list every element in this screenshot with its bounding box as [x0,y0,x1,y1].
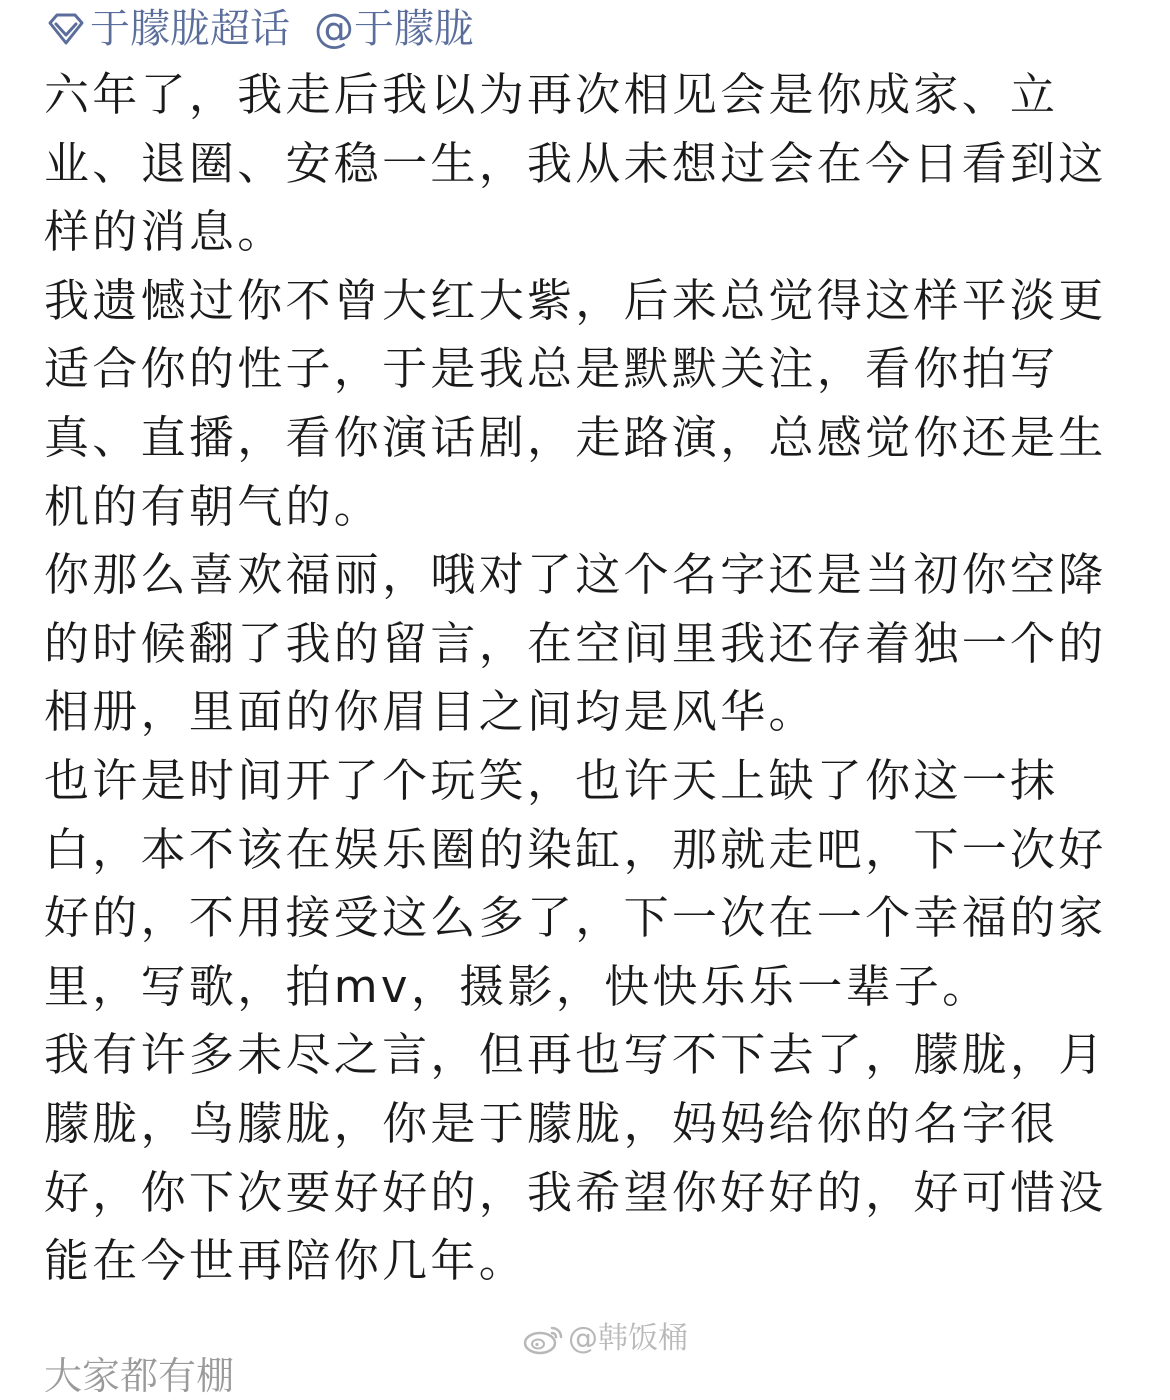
supertopic-link[interactable]: 于朦胧超话 [90,6,290,52]
diamond-icon [44,7,88,51]
post-text-line: 好的，不用接受这么多了，下一次在一个幸福的家 [44,891,1107,945]
post-text-line: 好，你下次要好好的，我希望你好好的，好可惜没 [44,1165,1107,1219]
weibo-logo-icon [522,1322,566,1356]
post-text-line: 真、直播，看你演话剧，走路演，总感觉你还是生 [44,410,1107,464]
post-text-line: 我有许多未尽之言，但再也写不下去了，朦胧，月 [44,1028,1107,1082]
post-text-line: 样的消息。 [44,205,286,259]
post-text-line: 机的有朝气的。 [44,479,383,533]
post-text-line: 白，本不该在娱乐圈的染缸，那就走吧，下一次好 [44,822,1107,876]
post-text-line: 六年了，我走后我以为再次相见会是你成家、立 [44,68,1059,121]
post-text-line: 相册，里面的你眉目之间均是风华。 [44,685,817,739]
watermark-text: @韩饭桶 [568,1321,688,1356]
post-text-line: 我遗憾过你不曾大红大紫，后来总觉得这样平淡更 [44,273,1107,327]
post-text-line: 业、退圈、安稳一生，我从未想过会在今日看到这 [44,136,1107,190]
post-text-line: 适合你的性子，于是我总是默默关注，看你拍写 [44,342,1059,396]
post-text-line: 里，写歌，拍mv，摄影，快快乐乐一辈子。 [44,959,991,1013]
post-container [44,0,1129,1296]
post-text-line: 的时候翻了我的留言，在空间里我还存着独一个的 [44,616,1107,670]
post-text-line: 能在今世再陪你几年。 [44,1234,528,1288]
footer-partial-text: 大家都有棚 [44,1354,235,1398]
user-mention-link[interactable]: @于朦胧 [314,6,474,52]
post-text-line: 朦胧，鸟朦胧，你是于朦胧，妈妈给你的名字很 [44,1096,1059,1150]
post-text-line: 也许是时间开了个玩笑，也许天上缺了你这一抹 [44,753,1059,807]
post-body [44,61,1129,1296]
post-text-line: 你那么喜欢福丽，哦对了这个名字还是当初你空降 [44,548,1107,602]
post-header [44,0,1129,58]
weibo-watermark [522,1319,688,1359]
